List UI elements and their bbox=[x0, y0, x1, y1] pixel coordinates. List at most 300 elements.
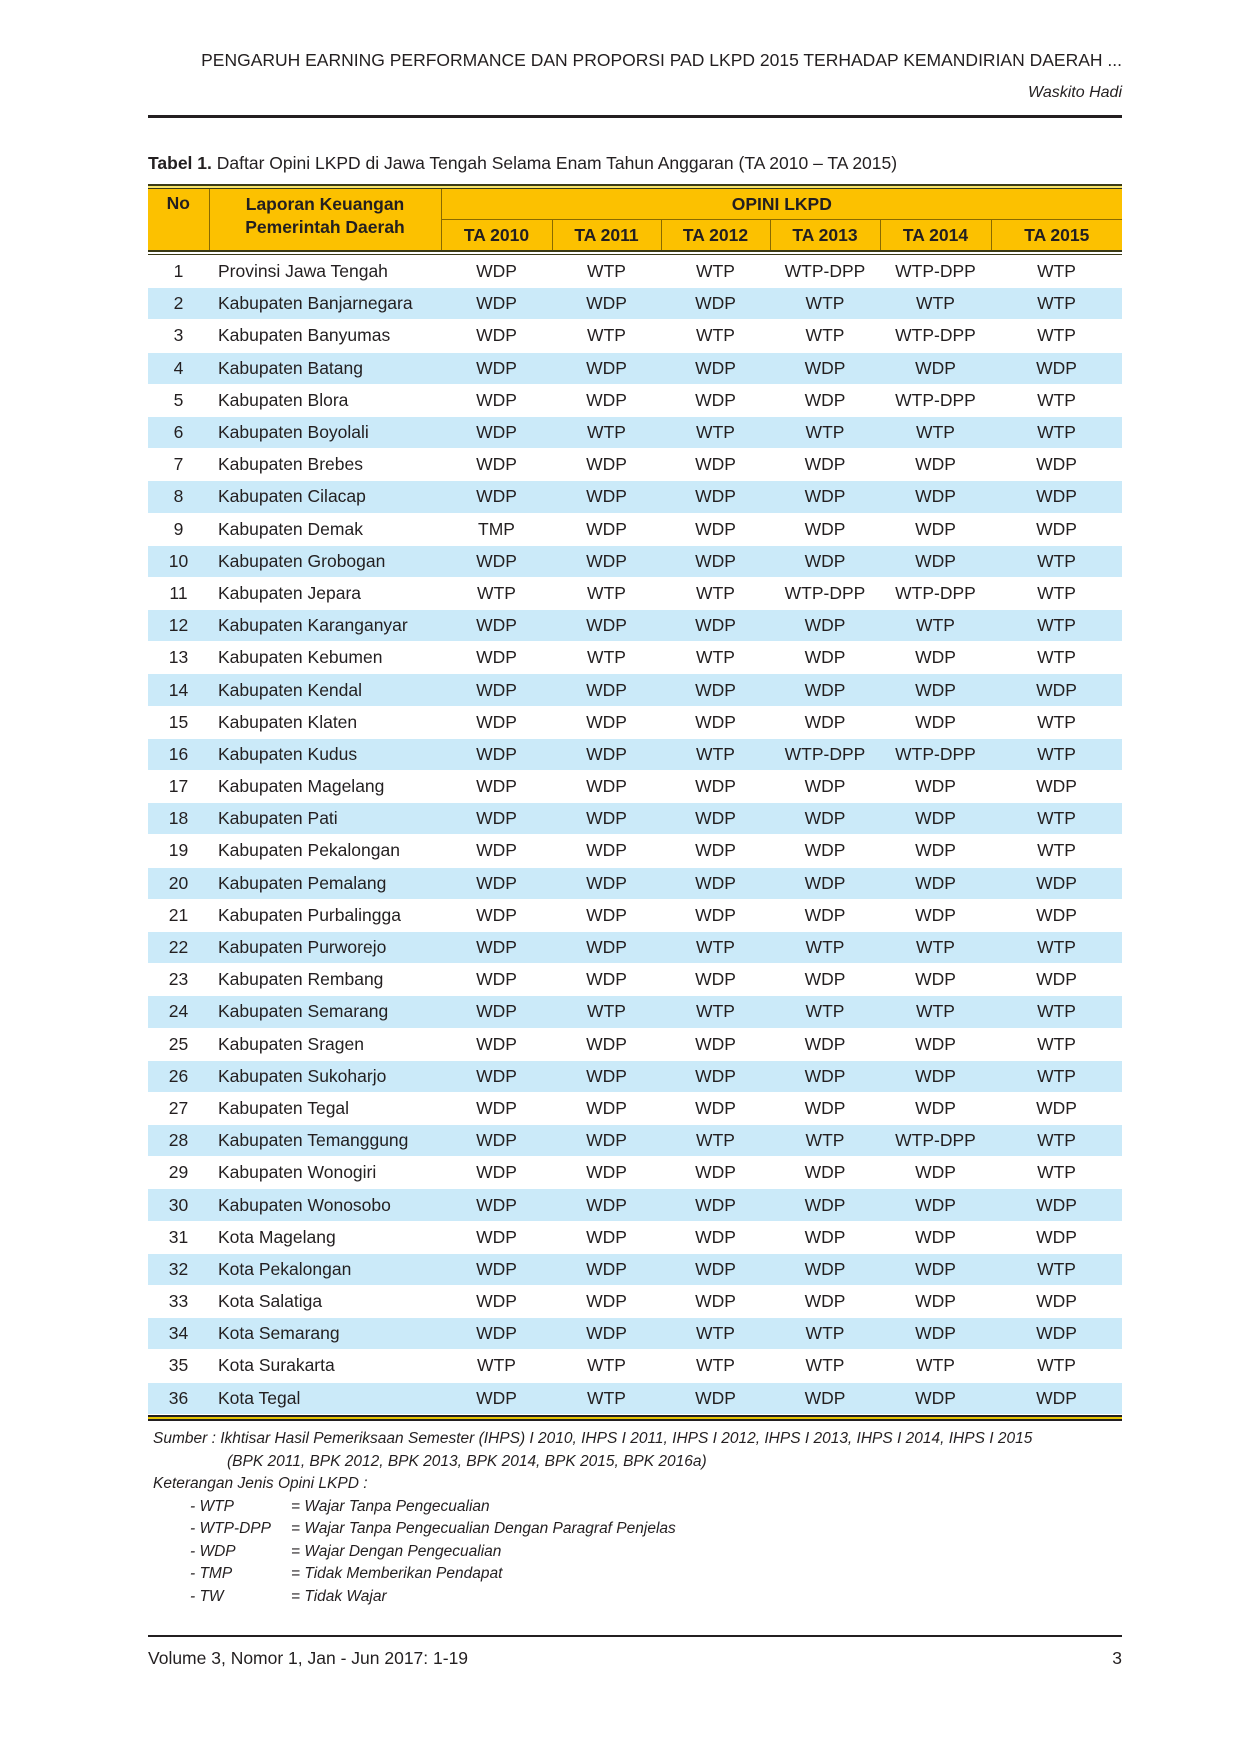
opini-cell: WDP bbox=[880, 964, 991, 996]
row-number: 33 bbox=[148, 1286, 209, 1318]
opini-cell: WDP bbox=[552, 899, 661, 931]
legend-item bbox=[153, 1541, 1032, 1564]
region-name: Kabupaten Banjarnegara bbox=[209, 288, 441, 320]
legend-item bbox=[153, 1518, 1032, 1541]
row-number: 4 bbox=[148, 352, 209, 384]
header-year: TA 2015 bbox=[991, 220, 1122, 251]
opini-cell: WDP bbox=[552, 1125, 661, 1157]
opini-cell: WDP bbox=[441, 288, 552, 320]
opini-cell: WDP bbox=[441, 899, 552, 931]
region-name: Kabupaten Pati bbox=[209, 803, 441, 835]
opini-cell: WTP bbox=[770, 1350, 880, 1382]
opini-cell: WDP bbox=[880, 449, 991, 481]
opini-cell: WDP bbox=[552, 545, 661, 577]
region-name: Kabupaten Semarang bbox=[209, 996, 441, 1028]
opini-cell: WDP bbox=[770, 449, 880, 481]
table-row bbox=[148, 738, 1122, 770]
opini-cell: WDP bbox=[441, 835, 552, 867]
region-name: Kota Semarang bbox=[209, 1318, 441, 1350]
opini-cell: WTP bbox=[770, 996, 880, 1028]
opini-cell: WDP bbox=[441, 416, 552, 448]
opini-cell: WDP bbox=[552, 706, 661, 738]
legend-list bbox=[153, 1496, 1032, 1609]
table-row bbox=[148, 867, 1122, 899]
opini-cell: WDP bbox=[770, 1189, 880, 1221]
opini-cell: WTP bbox=[661, 1350, 770, 1382]
opini-cell: WDP bbox=[441, 674, 552, 706]
opini-cell: WDP bbox=[880, 1221, 991, 1253]
row-number: 5 bbox=[148, 384, 209, 416]
row-number: 11 bbox=[148, 577, 209, 609]
opini-cell: WTP bbox=[552, 1382, 661, 1414]
opini-cell: WTP bbox=[552, 996, 661, 1028]
legend-desc: = Wajar Tanpa Pengecualian Dengan Paragraf Penjelas bbox=[291, 1520, 676, 1537]
opini-cell: WDP bbox=[552, 384, 661, 416]
opini-cell: WDP bbox=[991, 1092, 1122, 1124]
opini-cell: WTP bbox=[552, 642, 661, 674]
opini-cell: WDP bbox=[770, 1286, 880, 1318]
opini-cell: WDP bbox=[661, 1092, 770, 1124]
region-name: Kabupaten Jepara bbox=[209, 577, 441, 609]
region-name: Kabupaten Cilacap bbox=[209, 481, 441, 513]
region-name: Kota Tegal bbox=[209, 1382, 441, 1414]
legend-desc: = Wajar Tanpa Pengecualian bbox=[291, 1497, 490, 1515]
opini-cell: WDP bbox=[441, 1221, 552, 1253]
opini-cell: WDP bbox=[880, 835, 991, 867]
opini-cell: WDP bbox=[770, 706, 880, 738]
opini-cell: WTP bbox=[880, 996, 991, 1028]
opini-cell: WDP bbox=[441, 1060, 552, 1092]
opini-cell: WDP bbox=[880, 1028, 991, 1060]
row-number: 1 bbox=[148, 256, 209, 288]
row-number: 8 bbox=[148, 481, 209, 513]
opini-cell: WDP bbox=[991, 352, 1122, 384]
opini-cell: WDP bbox=[441, 610, 552, 642]
opini-cell: WDP bbox=[661, 513, 770, 545]
opini-cell: WDP bbox=[552, 288, 661, 320]
opini-cell: WDP bbox=[880, 899, 991, 931]
opini-cell: WDP bbox=[991, 771, 1122, 803]
table-row bbox=[148, 1253, 1122, 1285]
region-name: Kota Magelang bbox=[209, 1221, 441, 1253]
opini-cell: WDP bbox=[441, 384, 552, 416]
row-number: 31 bbox=[148, 1221, 209, 1253]
page-number: 3 bbox=[1112, 1648, 1122, 1668]
opini-cell: WDP bbox=[661, 1286, 770, 1318]
header-year: TA 2014 bbox=[880, 220, 991, 251]
opini-cell: WDP bbox=[991, 1221, 1122, 1253]
table-row bbox=[148, 1125, 1122, 1157]
opini-cell: WDP bbox=[441, 1157, 552, 1189]
opini-cell: WDP bbox=[880, 1060, 991, 1092]
opini-cell: WTP bbox=[770, 416, 880, 448]
opini-cell: WDP bbox=[441, 256, 552, 288]
region-name: Kabupaten Karanganyar bbox=[209, 610, 441, 642]
opini-cell: WTP bbox=[991, 416, 1122, 448]
opini-cell: WTP bbox=[661, 1318, 770, 1350]
opini-cell: WDP bbox=[441, 352, 552, 384]
opini-cell: WDP bbox=[552, 449, 661, 481]
opini-cell: WDP bbox=[552, 803, 661, 835]
opini-cell: WDP bbox=[552, 674, 661, 706]
opini-cell: WDP bbox=[661, 1253, 770, 1285]
region-name: Kabupaten Demak bbox=[209, 513, 441, 545]
legend-item bbox=[153, 1563, 1032, 1586]
opini-cell: WDP bbox=[770, 610, 880, 642]
opini-cell: WDP bbox=[770, 642, 880, 674]
opini-cell: WTP bbox=[661, 577, 770, 609]
row-number: 14 bbox=[148, 674, 209, 706]
opini-cell: WTP bbox=[880, 416, 991, 448]
row-number: 6 bbox=[148, 416, 209, 448]
opini-cell: WDP bbox=[552, 1221, 661, 1253]
opini-cell: WTP bbox=[991, 803, 1122, 835]
opini-cell: WTP bbox=[991, 320, 1122, 352]
row-number: 16 bbox=[148, 738, 209, 770]
opini-cell: WTP bbox=[991, 1028, 1122, 1060]
opini-cell: WDP bbox=[552, 1318, 661, 1350]
region-name: Kabupaten Klaten bbox=[209, 706, 441, 738]
opini-cell: WDP bbox=[880, 352, 991, 384]
opini-cell: WDP bbox=[441, 803, 552, 835]
region-name: Kota Pekalongan bbox=[209, 1253, 441, 1285]
row-number: 34 bbox=[148, 1318, 209, 1350]
table-row bbox=[148, 256, 1122, 288]
opini-cell: WDP bbox=[441, 738, 552, 770]
opini-cell: WTP bbox=[991, 706, 1122, 738]
opini-cell: WTP bbox=[991, 256, 1122, 288]
opini-cell: WDP bbox=[661, 610, 770, 642]
opini-cell: WDP bbox=[661, 545, 770, 577]
opini-cell: WTP bbox=[661, 642, 770, 674]
opini-cell: WDP bbox=[880, 1157, 991, 1189]
opini-cell: WDP bbox=[552, 867, 661, 899]
region-name: Kabupaten Kebumen bbox=[209, 642, 441, 674]
row-number: 15 bbox=[148, 706, 209, 738]
opini-cell: WTP bbox=[661, 931, 770, 963]
opini-cell: WDP bbox=[880, 803, 991, 835]
opini-cell: WTP bbox=[880, 288, 991, 320]
opini-cell: WDP bbox=[880, 513, 991, 545]
opini-cell: WTP bbox=[661, 996, 770, 1028]
opini-cell: WDP bbox=[441, 964, 552, 996]
opini-cell: WTP bbox=[441, 1350, 552, 1382]
opini-cell: WDP bbox=[991, 964, 1122, 996]
opini-cell: WDP bbox=[880, 481, 991, 513]
opini-cell: WDP bbox=[880, 1382, 991, 1414]
opini-cell: WDP bbox=[661, 1157, 770, 1189]
opini-cell: WTP-DPP bbox=[880, 384, 991, 416]
opini-cell: WDP bbox=[552, 1092, 661, 1124]
row-number: 19 bbox=[148, 835, 209, 867]
opini-cell: WTP-DPP bbox=[770, 256, 880, 288]
opini-cell: WDP bbox=[880, 1318, 991, 1350]
row-number: 27 bbox=[148, 1092, 209, 1124]
region-name: Kabupaten Batang bbox=[209, 352, 441, 384]
opini-cell: WTP bbox=[770, 320, 880, 352]
opini-cell: WDP bbox=[770, 481, 880, 513]
opini-cell: WTP-DPP bbox=[770, 577, 880, 609]
opini-cell: WTP bbox=[991, 384, 1122, 416]
opini-cell: WTP bbox=[552, 1350, 661, 1382]
row-number: 26 bbox=[148, 1060, 209, 1092]
table-row bbox=[148, 835, 1122, 867]
row-number: 9 bbox=[148, 513, 209, 545]
opini-cell: WTP-DPP bbox=[880, 256, 991, 288]
region-name: Kabupaten Wonogiri bbox=[209, 1157, 441, 1189]
region-name: Kabupaten Tegal bbox=[209, 1092, 441, 1124]
opini-cell: WDP bbox=[770, 867, 880, 899]
opini-cell: WTP bbox=[991, 545, 1122, 577]
row-number: 17 bbox=[148, 771, 209, 803]
table-row bbox=[148, 899, 1122, 931]
opini-cell: WDP bbox=[770, 1060, 880, 1092]
opini-cell: WDP bbox=[661, 803, 770, 835]
table-row bbox=[148, 352, 1122, 384]
opini-cell: WTP bbox=[661, 1125, 770, 1157]
row-number: 7 bbox=[148, 449, 209, 481]
opini-cell: WDP bbox=[441, 996, 552, 1028]
opini-cell: WDP bbox=[661, 771, 770, 803]
opini-cell: WDP bbox=[552, 1253, 661, 1285]
row-number: 18 bbox=[148, 803, 209, 835]
opini-cell: WTP-DPP bbox=[880, 1125, 991, 1157]
opini-cell: WDP bbox=[441, 320, 552, 352]
opini-cell: WDP bbox=[661, 384, 770, 416]
opini-cell: WTP-DPP bbox=[770, 738, 880, 770]
opini-cell: WDP bbox=[880, 642, 991, 674]
header-year: TA 2010 bbox=[441, 220, 552, 251]
source-line-2: (BPK 2011, BPK 2012, BPK 2013, BPK 2014, BPK 2015, BPK 2016a) bbox=[227, 1452, 707, 1470]
row-number: 22 bbox=[148, 931, 209, 963]
opini-cell: WDP bbox=[552, 964, 661, 996]
opini-cell: WTP bbox=[991, 931, 1122, 963]
opini-cell: WDP bbox=[770, 771, 880, 803]
opini-cell: WDP bbox=[770, 803, 880, 835]
legend-desc: = Wajar Dengan Pengecualian bbox=[291, 1542, 502, 1560]
header-bottom-border bbox=[148, 250, 1122, 255]
table-caption bbox=[148, 153, 897, 174]
opini-cell: WTP bbox=[552, 320, 661, 352]
table-row bbox=[148, 577, 1122, 609]
opini-cell: WDP bbox=[991, 867, 1122, 899]
opini-cell: WDP bbox=[770, 384, 880, 416]
opini-cell: WDP bbox=[661, 288, 770, 320]
row-number: 21 bbox=[148, 899, 209, 931]
region-name: Kabupaten Purworejo bbox=[209, 931, 441, 963]
opini-cell: WTP bbox=[552, 577, 661, 609]
row-number: 20 bbox=[148, 867, 209, 899]
region-name: Kabupaten Brebes bbox=[209, 449, 441, 481]
footer-rule bbox=[148, 1635, 1122, 1637]
opini-cell: WTP bbox=[770, 1318, 880, 1350]
opini-cell: WDP bbox=[880, 545, 991, 577]
opini-cell: WDP bbox=[880, 1286, 991, 1318]
row-number: 25 bbox=[148, 1028, 209, 1060]
row-number: 12 bbox=[148, 610, 209, 642]
opini-cell: WDP bbox=[552, 771, 661, 803]
table-row bbox=[148, 1221, 1122, 1253]
opini-cell: WDP bbox=[661, 481, 770, 513]
table-row bbox=[148, 996, 1122, 1028]
opini-cell: WDP bbox=[661, 964, 770, 996]
legend-abbr: - TW bbox=[190, 1587, 224, 1605]
table-body bbox=[148, 250, 1122, 1414]
opini-cell: WTP bbox=[880, 610, 991, 642]
legend-desc: = Tidak Wajar bbox=[291, 1587, 387, 1605]
opini-cell: WTP bbox=[991, 738, 1122, 770]
opini-cell: WDP bbox=[441, 867, 552, 899]
row-number: 36 bbox=[148, 1382, 209, 1414]
opini-cell: WTP bbox=[991, 610, 1122, 642]
opini-cell: WDP bbox=[441, 1318, 552, 1350]
table-row bbox=[148, 1060, 1122, 1092]
opini-cell: TMP bbox=[441, 513, 552, 545]
legend-title: Keterangan Jenis Opini LKPD : bbox=[153, 1475, 368, 1492]
row-number: 3 bbox=[148, 320, 209, 352]
header-opini: OPINI LKPD bbox=[441, 189, 1122, 220]
region-name: Kabupaten Wonosobo bbox=[209, 1189, 441, 1221]
opini-cell: WTP bbox=[991, 996, 1122, 1028]
opini-cell: WDP bbox=[880, 1253, 991, 1285]
opini-cell: WTP bbox=[552, 256, 661, 288]
table-row bbox=[148, 964, 1122, 996]
opini-cell: WDP bbox=[552, 1157, 661, 1189]
opini-cell: WDP bbox=[770, 964, 880, 996]
opini-cell: WDP bbox=[770, 545, 880, 577]
region-name: Kabupaten Temanggung bbox=[209, 1125, 441, 1157]
row-number: 28 bbox=[148, 1125, 209, 1157]
opini-cell: WDP bbox=[441, 1382, 552, 1414]
opini-cell: WDP bbox=[441, 1286, 552, 1318]
row-number: 2 bbox=[148, 288, 209, 320]
opini-cell: WDP bbox=[770, 674, 880, 706]
opini-cell: WDP bbox=[552, 481, 661, 513]
opini-cell: WTP bbox=[770, 1125, 880, 1157]
table-row bbox=[148, 610, 1122, 642]
table-row bbox=[148, 416, 1122, 448]
region-name: Kabupaten Grobogan bbox=[209, 545, 441, 577]
opini-table-container bbox=[148, 184, 1122, 1421]
opini-cell: WTP bbox=[991, 1060, 1122, 1092]
header-rule bbox=[148, 115, 1122, 118]
opini-cell: WDP bbox=[991, 449, 1122, 481]
region-name: Kabupaten Sukoharjo bbox=[209, 1060, 441, 1092]
legend-abbr: - WTP-DPP bbox=[190, 1520, 271, 1537]
table-row bbox=[148, 513, 1122, 545]
opini-cell: WDP bbox=[552, 835, 661, 867]
opini-cell: WTP bbox=[991, 1125, 1122, 1157]
table-row bbox=[148, 1189, 1122, 1221]
legend-desc: = Tidak Memberikan Pendapat bbox=[291, 1565, 503, 1582]
opini-cell: WDP bbox=[661, 352, 770, 384]
opini-cell: WDP bbox=[661, 1028, 770, 1060]
opini-cell: WDP bbox=[661, 1060, 770, 1092]
region-name: Kabupaten Boyolali bbox=[209, 416, 441, 448]
header-lkpd bbox=[209, 189, 441, 250]
opini-cell: WDP bbox=[552, 1286, 661, 1318]
table-row bbox=[148, 288, 1122, 320]
header-year: TA 2012 bbox=[661, 220, 770, 251]
opini-cell: WDP bbox=[441, 1253, 552, 1285]
opini-cell: WDP bbox=[880, 674, 991, 706]
opini-cell: WDP bbox=[661, 1221, 770, 1253]
opini-cell: WTP bbox=[991, 288, 1122, 320]
opini-cell: WDP bbox=[880, 1189, 991, 1221]
opini-cell: WDP bbox=[991, 674, 1122, 706]
region-name: Kabupaten Purbalingga bbox=[209, 899, 441, 931]
opini-cell: WDP bbox=[441, 1028, 552, 1060]
opini-cell: WDP bbox=[661, 1382, 770, 1414]
opini-cell: WDP bbox=[880, 1092, 991, 1124]
opini-cell: WDP bbox=[552, 513, 661, 545]
opini-cell: WTP bbox=[552, 416, 661, 448]
opini-cell: WTP bbox=[991, 577, 1122, 609]
opini-cell: WDP bbox=[770, 1221, 880, 1253]
row-number: 32 bbox=[148, 1253, 209, 1285]
table-row bbox=[148, 931, 1122, 963]
legend-item bbox=[153, 1496, 1032, 1519]
legend-abbr: - WDP bbox=[190, 1542, 236, 1560]
row-number: 24 bbox=[148, 996, 209, 1028]
opini-cell: WDP bbox=[770, 513, 880, 545]
region-name: Kabupaten Banyumas bbox=[209, 320, 441, 352]
table-row bbox=[148, 1350, 1122, 1382]
opini-cell: WDP bbox=[661, 1189, 770, 1221]
table-notes bbox=[153, 1428, 1032, 1608]
opini-cell: WDP bbox=[661, 835, 770, 867]
opini-cell: WDP bbox=[770, 1382, 880, 1414]
region-name: Kabupaten Kudus bbox=[209, 738, 441, 770]
opini-cell: WDP bbox=[661, 867, 770, 899]
footer-volume: Volume 3, Nomor 1, Jan - Jun 2017: 1-19 bbox=[148, 1648, 469, 1668]
opini-cell: WDP bbox=[770, 1253, 880, 1285]
opini-cell: WTP bbox=[991, 835, 1122, 867]
legend-item bbox=[153, 1586, 1032, 1609]
opini-cell: WDP bbox=[770, 1092, 880, 1124]
table-row bbox=[148, 1382, 1122, 1414]
running-author: Waskito Hadi bbox=[1028, 84, 1122, 101]
opini-cell: WDP bbox=[441, 771, 552, 803]
header-year: TA 2011 bbox=[552, 220, 661, 251]
opini-cell: WDP bbox=[441, 642, 552, 674]
opini-cell: WDP bbox=[661, 899, 770, 931]
region-name: Kabupaten Blora bbox=[209, 384, 441, 416]
caption-text: Daftar Opini LKPD di Jawa Tengah Selama Enam Tahun Anggaran (TA 2010 – TA 2015) bbox=[211, 153, 898, 173]
opini-cell: WDP bbox=[441, 481, 552, 513]
opini-cell: WTP bbox=[661, 256, 770, 288]
table-row bbox=[148, 1286, 1122, 1318]
table-row bbox=[148, 545, 1122, 577]
table-row bbox=[148, 1092, 1122, 1124]
opini-cell: WTP bbox=[880, 931, 991, 963]
opini-cell: WDP bbox=[552, 1060, 661, 1092]
table-row bbox=[148, 1318, 1122, 1350]
opini-cell: WDP bbox=[661, 674, 770, 706]
table-row bbox=[148, 706, 1122, 738]
opini-cell: WTP bbox=[661, 416, 770, 448]
legend-abbr: - TMP bbox=[190, 1565, 233, 1582]
opini-cell: WDP bbox=[552, 931, 661, 963]
running-title: PENGARUH EARNING PERFORMANCE DAN PROPORSI PAD LKPD 2015 TERHADAP KEMANDIRIAN DAERAH ... bbox=[201, 50, 1122, 70]
table-row bbox=[148, 449, 1122, 481]
source-line-1: Sumber : Ikhtisar Hasil Pemeriksaan Semester (IHPS) I 2010, IHPS I 2011, IHPS I 2012, IHPS I 2013, IHPS I 2014, IHPS I 2015 bbox=[153, 1430, 1033, 1447]
opini-cell: WDP bbox=[552, 738, 661, 770]
header-year: TA 2013 bbox=[770, 220, 880, 251]
table-row bbox=[148, 803, 1122, 835]
opini-cell: WTP bbox=[661, 738, 770, 770]
region-name: Kabupaten Sragen bbox=[209, 1028, 441, 1060]
